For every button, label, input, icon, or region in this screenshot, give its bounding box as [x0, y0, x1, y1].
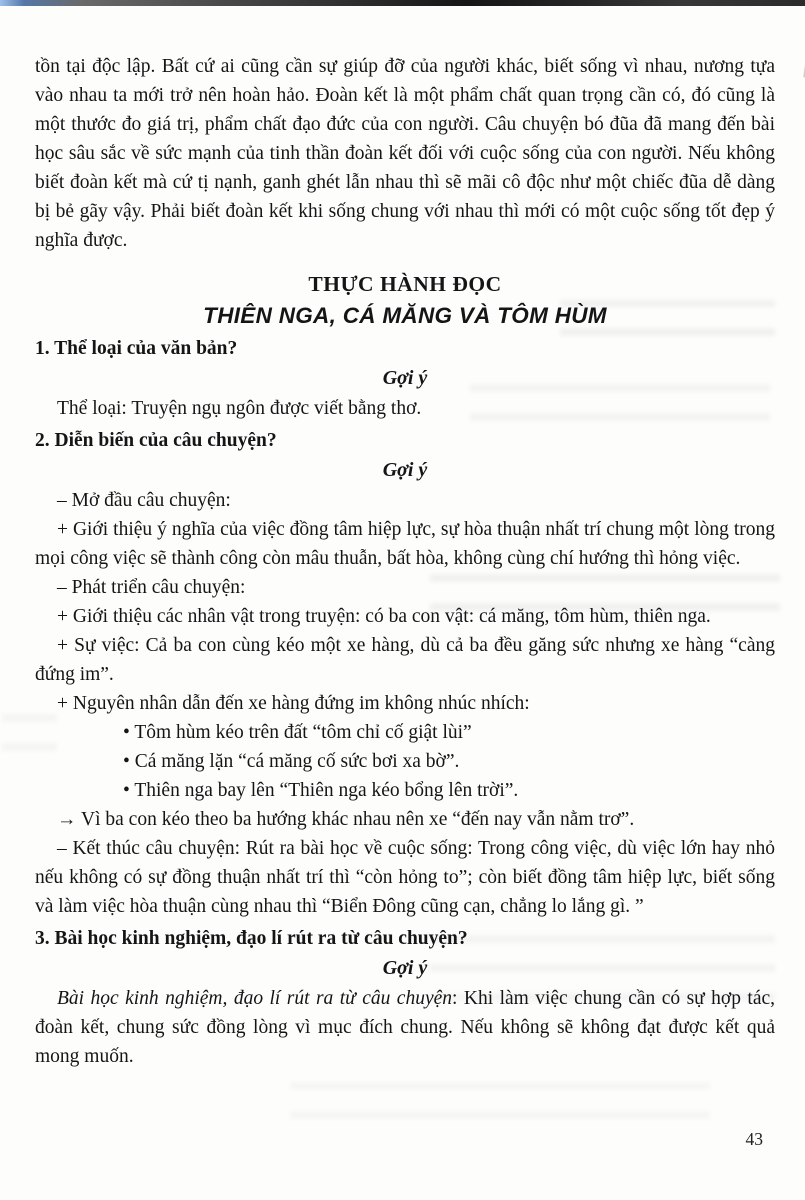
bleed-through-artifact: [290, 1078, 710, 1128]
question-1-hint-label: Gợi ý: [382, 367, 428, 389]
section-heading: THỰC HÀNH ĐỌC: [308, 272, 502, 296]
page-content: [35, 52, 775, 1071]
question-2-label: 2. Diễn biến của câu chuyện?: [35, 430, 277, 451]
story-outline-line: • Thiên nga bay lên “Thiên nga kéo bổng lên trời”.: [123, 780, 519, 801]
story-outline-line: + Nguyên nhân dẫn đến xe hàng đứng im không nhúc nhích:: [57, 693, 530, 714]
story-outline-line: • Cá măng lặn “cá măng cố sức bơi xa bờ”.: [123, 751, 460, 772]
scan-artifact-top-bar: [0, 0, 805, 6]
story-outline-line: + Giới thiệu các nhân vật trong truyện: có ba con vật: cá măng, tôm hùm, thiên nga.: [57, 606, 711, 627]
story-outline-line: – Mở đầu câu chuyện:: [57, 490, 231, 511]
question-3-answer: [35, 984, 775, 1071]
question-3-label: 3. Bài học kinh nghiệm, đạo lí rút ra từ câu chuyện?: [35, 928, 468, 949]
story-outline-line: • Tôm hùm kéo trên đất “tôm chỉ cố giật lùi”: [123, 722, 472, 743]
story-outline-line: → Vì ba con kéo theo ba hướng khác nhau nên xe “đến nay vẫn nằm trơ”.: [57, 809, 635, 830]
question-2-hint-label: Gợi ý: [382, 459, 428, 481]
intro-paragraph: tồn tại độc lập. Bất cứ ai cũng cần sự giúp đỡ của người khác, biết sống vì nhau, nương tựa vào nhau ta mới trở nên hoàn hảo. Đoàn kết là một phẩm chất quan trọng cần có, đó cũng là một thước đo giá trị, phẩm chất đạo đức của con người. Câu chuyện bó đũa đã mang đến bài học sâu sắc về sức mạnh của tinh thần đoàn kết đối với cuộc sống của con người. Nếu không biết đoàn kết mà cứ tị nạnh, ganh ghét lẫn nhau thì sẽ mãi cô độc như một chiếc đũa dễ dàng bị bẻ gãy vậy. Phải biết đoàn kết khi sống chung với nhau thì mới có một cuộc sống tốt đẹp ý nghĩa được.: [35, 56, 775, 251]
question-3-hint-label: Gợi ý: [382, 957, 428, 979]
story-outline-line: + Sự việc: Cả ba con cùng kéo một xe hàng, dù cả ba đều găng sức nhưng xe hàng “càng đứng im”.: [35, 635, 775, 685]
reading-title: THIÊN NGA, CÁ MĂNG VÀ TÔM HÙM: [203, 303, 607, 328]
question-3-answer-rest: : Khi làm việc chung cần có sự hợp tác, đoàn kết, chung sức đồng lòng vì mục đích chung. Nếu không sẽ không đạt được kết quả mong muốn.: [35, 988, 776, 1067]
story-outline-line: + Giới thiệu ý nghĩa của việc đồng tâm hiệp lực, sự hòa thuận nhất trí chung một lòng trong mọi công việc sẽ thành công còn mâu thuẫn, bất hòa, không cùng chí hướng thì hỏng việc.: [35, 519, 775, 569]
story-outline-line: – Phát triển câu chuyện:: [57, 577, 246, 598]
story-outline-line: – Kết thúc câu chuyện: Rút ra bài học về cuộc sống: Trong công việc, dù việc lớn hay nhỏ nếu không có sự đồng thuận nhất trí thì “còn hỏng to”; còn biết đồng tâm hiệp lực, biết sống và làm việc hòa thuận cùng nhau thì “Biển Đông cũng cạn, chẳng lo lắng gì. ”: [35, 838, 775, 917]
page-number: 43: [745, 1129, 763, 1149]
question-1-answer: Thể loại: Truyện ngụ ngôn được viết bằng thơ.: [57, 398, 422, 419]
question-1-label: 1. Thể loại của văn bản?: [35, 338, 238, 359]
question-3-answer-lead: Bài học kinh nghiệm, đạo lí rút ra từ câu chuyện: [57, 988, 453, 1009]
